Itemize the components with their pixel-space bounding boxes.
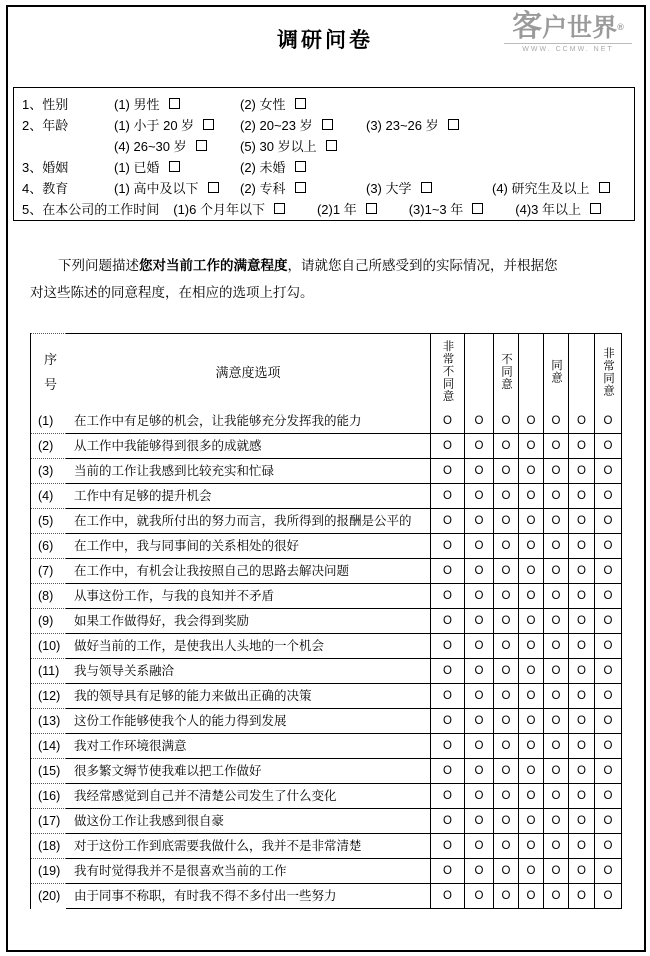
checkbox[interactable] bbox=[366, 203, 377, 214]
rating-cell[interactable]: O bbox=[493, 484, 518, 509]
rating-cell[interactable]: O bbox=[594, 484, 622, 509]
table-row bbox=[31, 584, 621, 609]
satisfaction-table bbox=[30, 333, 621, 909]
row-number: (3) bbox=[31, 459, 66, 484]
row-statement: 很多繁文缛节使我难以把工作做好 bbox=[66, 759, 430, 784]
rating-cell[interactable]: O bbox=[594, 509, 622, 534]
row-statement: 在工作中，就我所付出的努力而言，我所得到的报酬是公平的 bbox=[66, 509, 430, 534]
option-text: (3) 23~26 岁 bbox=[366, 118, 439, 133]
rating-cell[interactable]: O bbox=[594, 684, 622, 709]
rating-cell[interactable]: O bbox=[594, 834, 622, 859]
rating-cell[interactable]: O bbox=[594, 659, 622, 684]
rating-cell[interactable]: O bbox=[543, 584, 568, 609]
checkbox[interactable] bbox=[203, 119, 214, 130]
row-statement: 我有时觉得我并不是很喜欢当前的工作 bbox=[66, 859, 430, 884]
checkbox[interactable] bbox=[421, 182, 432, 193]
rating-cell[interactable]: O bbox=[464, 509, 493, 534]
table-row bbox=[31, 709, 621, 734]
rating-cell[interactable]: O bbox=[568, 634, 594, 659]
rating-cell[interactable]: O bbox=[464, 459, 493, 484]
rating-cell[interactable]: O bbox=[543, 484, 568, 509]
checkbox[interactable] bbox=[472, 203, 483, 214]
rating-cell[interactable]: O bbox=[518, 509, 543, 534]
rating-cell[interactable]: O bbox=[493, 759, 518, 784]
col-index-header: 序号 bbox=[31, 333, 66, 409]
rating-cell[interactable]: O bbox=[594, 409, 622, 434]
row-number: (9) bbox=[31, 609, 66, 634]
rating-cell[interactable]: O bbox=[493, 559, 518, 584]
row-number: (16) bbox=[31, 784, 66, 809]
checkbox[interactable] bbox=[274, 203, 285, 214]
rating-header bbox=[543, 333, 568, 409]
row-number: (15) bbox=[31, 759, 66, 784]
rating-cell[interactable]: O bbox=[430, 509, 464, 534]
rating-cell[interactable]: O bbox=[464, 834, 493, 859]
rating-cell[interactable]: O bbox=[543, 559, 568, 584]
rating-cell[interactable]: O bbox=[493, 659, 518, 684]
logo-subtext: WWW. CCMW. NET bbox=[504, 43, 632, 53]
instruction-paragraph bbox=[30, 252, 624, 306]
rating-cell[interactable]: O bbox=[464, 584, 493, 609]
rating-cell[interactable]: O bbox=[543, 784, 568, 809]
rating-cell[interactable]: O bbox=[568, 409, 594, 434]
option-text: (1) 小于 20 岁 bbox=[114, 118, 195, 133]
option-text: (2) 专科 bbox=[240, 181, 286, 196]
rating-cell[interactable]: O bbox=[543, 759, 568, 784]
rating-header bbox=[464, 333, 493, 409]
option-text: (1) 男性 bbox=[114, 97, 160, 112]
row-statement: 如果工作做得好，我会得到奖励 bbox=[66, 609, 430, 634]
rating-cell[interactable]: O bbox=[430, 684, 464, 709]
rating-cell[interactable]: O bbox=[493, 884, 518, 909]
rating-cell[interactable]: O bbox=[493, 509, 518, 534]
rating-cell[interactable]: O bbox=[493, 584, 518, 609]
rating-header bbox=[430, 333, 464, 409]
rating-cell[interactable]: O bbox=[464, 409, 493, 434]
survey-title: 调研问卷 bbox=[277, 29, 373, 52]
rating-cell[interactable]: O bbox=[543, 709, 568, 734]
rating-cell[interactable]: O bbox=[464, 784, 493, 809]
row-number: (4) bbox=[31, 484, 66, 509]
rating-cell[interactable]: O bbox=[543, 434, 568, 459]
rating-cell[interactable]: O bbox=[594, 734, 622, 759]
row-statement: 从事这份工作，与我的良知并不矛盾 bbox=[66, 584, 430, 609]
rating-cell[interactable]: O bbox=[464, 609, 493, 634]
rating-header bbox=[568, 333, 594, 409]
demographic-option bbox=[317, 199, 377, 218]
rating-cell[interactable]: O bbox=[568, 709, 594, 734]
checkbox[interactable] bbox=[295, 98, 306, 109]
checkbox[interactable] bbox=[196, 140, 207, 151]
demographic-row bbox=[22, 177, 634, 198]
rating-cell[interactable]: O bbox=[568, 884, 594, 909]
rating-cell[interactable]: O bbox=[464, 659, 493, 684]
demographic-row bbox=[22, 93, 634, 114]
demographics-box bbox=[13, 87, 635, 221]
rating-cell[interactable]: O bbox=[518, 784, 543, 809]
table-row bbox=[31, 759, 621, 784]
rating-cell[interactable]: O bbox=[464, 434, 493, 459]
rating-cell[interactable]: O bbox=[430, 659, 464, 684]
rating-cell[interactable]: O bbox=[518, 559, 543, 584]
rating-cell[interactable]: O bbox=[543, 884, 568, 909]
rating-cell[interactable]: O bbox=[430, 859, 464, 884]
rating-cell[interactable]: O bbox=[568, 684, 594, 709]
row-number: (20) bbox=[38, 889, 61, 903]
row-statement: 工作中有足够的提升机会 bbox=[66, 484, 430, 509]
rating-cell[interactable]: O bbox=[464, 859, 493, 884]
option-text: (1) 已婚 bbox=[114, 160, 160, 175]
demographic-label: 5、在本公司的工作时间 bbox=[22, 202, 160, 217]
rating-cell[interactable]: O bbox=[594, 609, 622, 634]
option-text: (4)3 年以上 bbox=[515, 202, 581, 217]
table-row bbox=[31, 509, 621, 534]
table-row bbox=[31, 884, 621, 909]
rating-header-label: 同意 bbox=[550, 359, 562, 384]
demographic-option bbox=[114, 136, 240, 155]
demographic-option bbox=[240, 157, 366, 176]
checkbox[interactable] bbox=[208, 182, 219, 193]
row-number: (1) bbox=[31, 409, 66, 434]
rating-cell[interactable]: O bbox=[518, 709, 543, 734]
rating-cell[interactable]: O bbox=[594, 784, 622, 809]
row-statement: 在工作中，有机会让我按照自己的思路去解决问题 bbox=[66, 559, 430, 584]
rating-cell[interactable]: O bbox=[518, 884, 543, 909]
rating-cell[interactable]: O bbox=[430, 634, 464, 659]
rating-cell[interactable]: O bbox=[464, 734, 493, 759]
rating-cell[interactable]: O bbox=[568, 809, 594, 834]
row-number: (11) bbox=[31, 659, 66, 684]
option-text: (4) 26~30 岁 bbox=[114, 139, 187, 154]
rating-cell[interactable]: O bbox=[568, 484, 594, 509]
rating-cell[interactable]: O bbox=[594, 434, 622, 459]
rating-cell[interactable]: O bbox=[518, 484, 543, 509]
table-row bbox=[31, 809, 621, 834]
table-row bbox=[31, 434, 621, 459]
demographic-row bbox=[22, 135, 634, 156]
option-text: (3)1~3 年 bbox=[408, 202, 464, 217]
option-text: (2) 20~23 岁 bbox=[240, 118, 313, 133]
demographic-row bbox=[22, 198, 634, 219]
row-number: (17) bbox=[31, 809, 66, 834]
row-statement: 在工作中，我与同事间的关系相处的很好 bbox=[66, 534, 430, 559]
demographic-option bbox=[492, 178, 618, 197]
rating-cell[interactable]: O bbox=[568, 659, 594, 684]
demographic-label: 1、性别 bbox=[22, 97, 69, 112]
demographic-option bbox=[240, 136, 366, 155]
row-number: (2) bbox=[31, 434, 66, 459]
rating-cell[interactable]: O bbox=[594, 859, 622, 884]
logo-first-char: 客 bbox=[512, 10, 543, 43]
demographic-option bbox=[515, 199, 601, 218]
rating-header-label: 不同意 bbox=[500, 352, 512, 391]
checkbox[interactable] bbox=[448, 119, 459, 130]
rating-cell[interactable]: O bbox=[430, 559, 464, 584]
option-text: (5) 30 岁以上 bbox=[240, 139, 317, 154]
demographic-label: 4、教育 bbox=[22, 181, 69, 196]
row-number: (12) bbox=[31, 684, 66, 709]
rating-cell[interactable]: O bbox=[493, 684, 518, 709]
table-row bbox=[31, 659, 621, 684]
rating-cell[interactable]: O bbox=[493, 534, 518, 559]
rating-header-label: 非常不同意 bbox=[441, 340, 454, 403]
rating-cell[interactable]: O bbox=[568, 859, 594, 884]
rating-cell[interactable]: O bbox=[493, 859, 518, 884]
rating-cell[interactable]: O bbox=[430, 709, 464, 734]
row-number: (14) bbox=[31, 734, 66, 759]
checkbox[interactable] bbox=[590, 203, 601, 214]
rating-cell[interactable]: O bbox=[493, 809, 518, 834]
rating-cell[interactable]: O bbox=[543, 684, 568, 709]
rating-cell[interactable]: O bbox=[594, 584, 622, 609]
row-statement: 由于同事不称职，有时我不得不多付出一些努力 bbox=[66, 884, 430, 909]
row-statement: 这份工作能够使我个人的能力得到发展 bbox=[66, 709, 430, 734]
rating-cell[interactable]: O bbox=[568, 609, 594, 634]
checkbox[interactable] bbox=[322, 119, 333, 130]
row-statement: 我对工作环境很满意 bbox=[66, 734, 430, 759]
rating-cell[interactable]: O bbox=[493, 734, 518, 759]
rating-cell[interactable]: O bbox=[568, 784, 594, 809]
table-row bbox=[31, 834, 621, 859]
rating-cell[interactable]: O bbox=[464, 484, 493, 509]
option-text: (4) 研究生及以上 bbox=[492, 181, 590, 196]
rating-cell[interactable]: O bbox=[568, 509, 594, 534]
row-number: (6) bbox=[31, 534, 66, 559]
rating-cell[interactable]: O bbox=[543, 509, 568, 534]
option-text: (1)6 个月年以下 bbox=[173, 202, 265, 217]
rating-cell[interactable]: O bbox=[493, 459, 518, 484]
rating-cell[interactable]: O bbox=[493, 434, 518, 459]
rating-cell[interactable]: O bbox=[430, 484, 464, 509]
option-text: (2) 女性 bbox=[240, 97, 286, 112]
table-row bbox=[31, 784, 621, 809]
rating-cell[interactable]: O bbox=[518, 409, 543, 434]
rating-cell[interactable]: O bbox=[568, 834, 594, 859]
rating-cell[interactable]: O bbox=[430, 884, 464, 909]
row-statement: 我的领导具有足够的能力来做出正确的决策 bbox=[66, 684, 430, 709]
rating-cell[interactable]: O bbox=[464, 759, 493, 784]
rating-cell[interactable]: O bbox=[430, 809, 464, 834]
rating-cell[interactable]: O bbox=[543, 834, 568, 859]
rating-cell[interactable]: O bbox=[464, 559, 493, 584]
rating-cell[interactable]: O bbox=[568, 584, 594, 609]
rating-cell[interactable]: O bbox=[493, 609, 518, 634]
row-statement: 做这份工作让我感到很自豪 bbox=[66, 809, 430, 834]
instruction-line2: 对这些陈述的同意程度，在相应的选项上打勾。 bbox=[30, 285, 314, 300]
registered-mark-icon: ® bbox=[617, 22, 624, 32]
rating-cell[interactable]: O bbox=[594, 884, 622, 909]
row-number: (19) bbox=[31, 859, 66, 884]
logo-text bbox=[512, 10, 624, 43]
checkbox[interactable] bbox=[295, 182, 306, 193]
rating-cell[interactable]: O bbox=[430, 759, 464, 784]
instruction-line1: 下列问题描述您对当前工作的满意程度，请就您自己所感受到的实际情况，并根据您 bbox=[58, 258, 558, 273]
row-statement: 当前的工作让我感到比较充实和忙碌 bbox=[66, 459, 430, 484]
table-row bbox=[31, 534, 621, 559]
col-statement-header: 满意度选项 bbox=[66, 333, 430, 409]
demographic-option bbox=[114, 157, 240, 176]
demographic-label: 3、婚姻 bbox=[22, 160, 69, 175]
rating-cell[interactable]: O bbox=[594, 809, 622, 834]
rating-cell[interactable]: O bbox=[568, 459, 594, 484]
demographic-option bbox=[366, 178, 492, 197]
table-row bbox=[31, 409, 621, 434]
rating-cell[interactable]: O bbox=[543, 809, 568, 834]
demographic-row bbox=[22, 114, 634, 135]
rating-cell[interactable]: O bbox=[568, 559, 594, 584]
rating-cell[interactable]: O bbox=[430, 459, 464, 484]
demographic-option bbox=[173, 199, 285, 218]
row-number: (10) bbox=[31, 634, 66, 659]
rating-cell[interactable]: O bbox=[518, 759, 543, 784]
row-number: (8) bbox=[31, 584, 66, 609]
table-row bbox=[31, 484, 621, 509]
demographic-option bbox=[366, 115, 492, 134]
rating-header bbox=[594, 333, 622, 409]
rating-cell[interactable]: O bbox=[518, 659, 543, 684]
row-statement: 我经常感觉到自己并不清楚公司发生了什么变化 bbox=[66, 784, 430, 809]
rating-cell[interactable]: O bbox=[594, 559, 622, 584]
demographic-option bbox=[114, 94, 240, 113]
rating-cell[interactable]: O bbox=[594, 759, 622, 784]
rating-cell[interactable]: O bbox=[518, 734, 543, 759]
row-statement: 我与领导关系融洽 bbox=[66, 659, 430, 684]
table-header bbox=[31, 333, 621, 409]
rating-cell[interactable]: O bbox=[568, 759, 594, 784]
rating-cell[interactable]: O bbox=[568, 534, 594, 559]
rating-cell[interactable]: O bbox=[464, 684, 493, 709]
rating-cell[interactable]: O bbox=[464, 884, 493, 909]
rating-cell[interactable]: O bbox=[543, 609, 568, 634]
rating-cell[interactable]: O bbox=[543, 459, 568, 484]
checkbox[interactable] bbox=[169, 161, 180, 172]
rating-cell[interactable]: O bbox=[464, 709, 493, 734]
rating-cell[interactable]: O bbox=[518, 834, 543, 859]
table-row bbox=[31, 734, 621, 759]
rating-cell[interactable]: O bbox=[493, 409, 518, 434]
checkbox[interactable] bbox=[599, 182, 610, 193]
table-row bbox=[31, 859, 621, 884]
rating-cell[interactable]: O bbox=[594, 709, 622, 734]
demographic-option bbox=[240, 115, 366, 134]
row-number: (5) bbox=[31, 509, 66, 534]
rating-cell[interactable]: O bbox=[518, 859, 543, 884]
rating-cell[interactable]: O bbox=[430, 434, 464, 459]
row-statement: 对于这份工作到底需要我做什么，我并不是非常清楚 bbox=[66, 834, 430, 859]
rating-cell[interactable]: O bbox=[464, 634, 493, 659]
rating-cell[interactable]: O bbox=[430, 534, 464, 559]
rating-cell[interactable]: O bbox=[518, 434, 543, 459]
rating-cell[interactable]: O bbox=[594, 534, 622, 559]
demographic-option bbox=[240, 178, 366, 197]
rating-cell[interactable]: O bbox=[493, 634, 518, 659]
rating-cell[interactable]: O bbox=[543, 409, 568, 434]
row-statement: 在工作中有足够的机会，让我能够充分发挥我的能力 bbox=[66, 409, 430, 434]
option-text: (1) 高中及以下 bbox=[114, 181, 199, 196]
demographic-option bbox=[409, 199, 484, 218]
demographic-label: 2、年龄 bbox=[22, 118, 69, 133]
checkbox[interactable] bbox=[326, 140, 337, 151]
rating-header bbox=[493, 333, 518, 409]
option-text: (2)1 年 bbox=[316, 202, 357, 217]
rating-cell[interactable]: O bbox=[543, 659, 568, 684]
rating-cell[interactable]: O bbox=[430, 584, 464, 609]
rating-cell[interactable]: O bbox=[594, 634, 622, 659]
rating-cell[interactable]: O bbox=[430, 784, 464, 809]
rating-cell[interactable]: O bbox=[518, 684, 543, 709]
rating-cell[interactable]: O bbox=[430, 734, 464, 759]
rating-cell[interactable]: O bbox=[543, 634, 568, 659]
rating-cell[interactable]: O bbox=[543, 859, 568, 884]
table-row bbox=[31, 609, 621, 634]
rating-cell[interactable]: O bbox=[430, 609, 464, 634]
rating-cell[interactable]: O bbox=[568, 434, 594, 459]
rating-header bbox=[518, 333, 543, 409]
option-text: (3) 大学 bbox=[366, 181, 412, 196]
rating-cell[interactable]: O bbox=[430, 409, 464, 434]
rating-cell[interactable]: O bbox=[464, 534, 493, 559]
row-number: (13) bbox=[31, 709, 66, 734]
demographic-option bbox=[240, 94, 366, 113]
rating-cell[interactable]: O bbox=[594, 459, 622, 484]
demographic-option bbox=[114, 115, 240, 134]
rating-cell[interactable]: O bbox=[493, 834, 518, 859]
checkbox[interactable] bbox=[295, 161, 306, 172]
demographic-option bbox=[114, 178, 240, 197]
brand-logo bbox=[504, 10, 632, 53]
rating-cell[interactable]: O bbox=[518, 534, 543, 559]
table-row bbox=[31, 459, 621, 484]
row-number: (7) bbox=[31, 559, 66, 584]
rating-cell[interactable]: O bbox=[518, 459, 543, 484]
row-statement: 做好当前的工作，是使我出人头地的一个机会 bbox=[66, 634, 430, 659]
table-row bbox=[31, 559, 621, 584]
rating-cell[interactable]: O bbox=[518, 809, 543, 834]
row-statement: 从工作中我能够得到很多的成就感 bbox=[66, 434, 430, 459]
table-row bbox=[31, 684, 621, 709]
rating-header-label: 非常同意 bbox=[602, 346, 614, 397]
checkbox[interactable] bbox=[169, 98, 180, 109]
logo-rest: 户世界 bbox=[542, 14, 618, 42]
rating-cell[interactable]: O bbox=[568, 734, 594, 759]
rating-cell[interactable]: O bbox=[518, 609, 543, 634]
table-row bbox=[31, 634, 621, 659]
demographic-row bbox=[22, 156, 634, 177]
rating-cell[interactable]: O bbox=[493, 784, 518, 809]
option-text: (2) 未婚 bbox=[240, 160, 286, 175]
rating-cell[interactable]: O bbox=[430, 834, 464, 859]
rating-cell[interactable]: O bbox=[543, 734, 568, 759]
rating-cell[interactable]: O bbox=[518, 584, 543, 609]
instruction-bold: 您对当前工作的满意程度 bbox=[139, 258, 288, 273]
row-number: (18) bbox=[31, 834, 66, 859]
rating-cell[interactable]: O bbox=[543, 534, 568, 559]
rating-cell[interactable]: O bbox=[493, 709, 518, 734]
rating-cell[interactable]: O bbox=[518, 634, 543, 659]
rating-cell[interactable]: O bbox=[464, 809, 493, 834]
